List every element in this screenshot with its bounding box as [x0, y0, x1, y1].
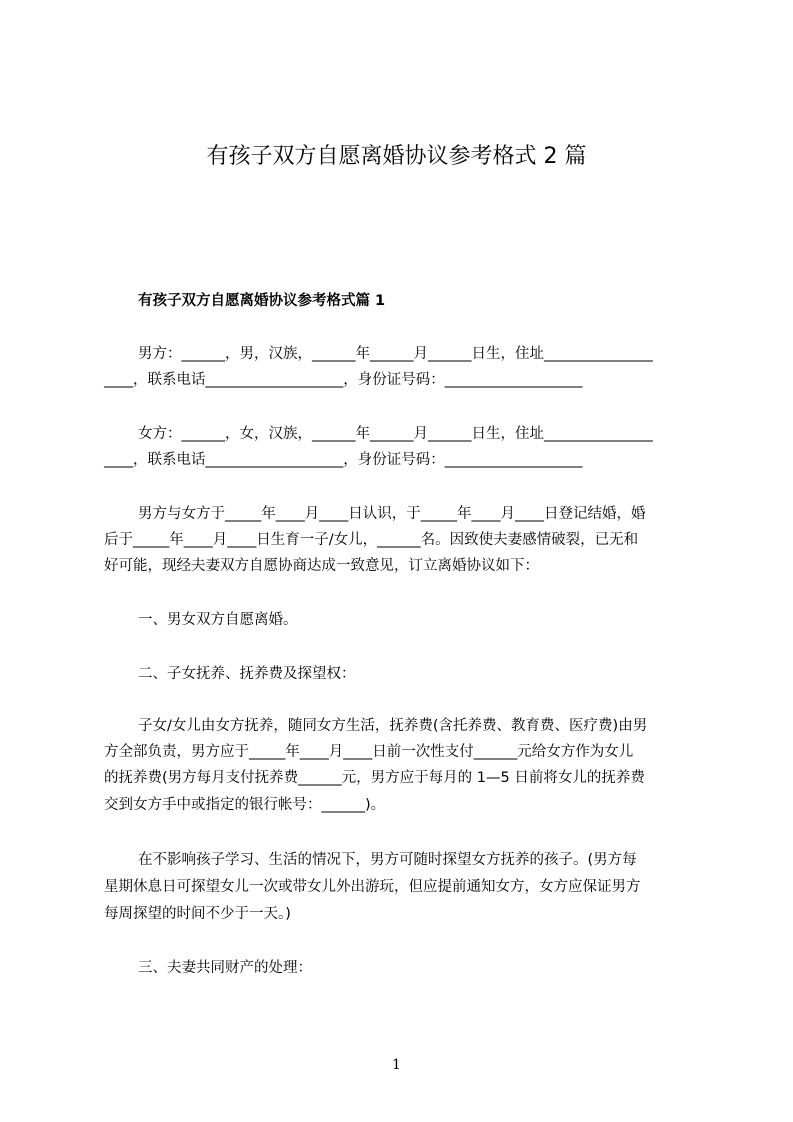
marriage-paragraph-line-2: 后于_____年____月____日生育一子/女儿，______名。因致使夫妻感情破裂，已无和 [104, 532, 639, 548]
custody-paragraph-line-4: 交到女方手中或指定的银行帐号：______)。 [104, 797, 386, 813]
visitation-paragraph-line-3: 每周探望的时间不少于一天。) [104, 906, 291, 922]
clause-three-heading: 三、夫妻共同财产的处理： [138, 960, 312, 976]
female-party-line-1: 女方：______，女，汉族，______年______月______日生，住址_______________ [138, 426, 653, 442]
marriage-paragraph-line-3: 好可能，现经夫妻双方自愿协商达成一致意见，订立离婚协议如下： [104, 558, 539, 574]
clause-one: 一、男女双方自愿离婚。 [138, 612, 298, 628]
visitation-paragraph-line-2: 星期休息日可探望女儿一次或带女儿外出游玩，但应提前通知女方，女方应保证男方 [104, 879, 641, 895]
visitation-paragraph-line-1: 在不影响孩子学习、生活的情况下，男方可随时探望女方抚养的孩子。(男方每 [138, 852, 637, 868]
page-number: 1 [392, 1057, 401, 1073]
male-party-line-1: 男方：______，男，汉族，______年______月______日生，住址_______________ [138, 346, 653, 362]
custody-paragraph-line-3: 的抚养费(男方每月支付抚养费______元，男方应于每月的 1—5 日前将女儿的抚养费 [104, 770, 645, 786]
clause-two-heading: 二、子女抚养、抚养费及探望权： [138, 666, 356, 682]
section-heading: 有孩子双方自愿离婚协议参考格式篇 1 [138, 293, 386, 309]
custody-paragraph-line-2: 方全部负责，男方应于_____年____月____日前一次性支付______元给女方作为女儿 [104, 744, 634, 760]
document-title: 有孩子双方自愿离婚协议参考格式 2 篇 [206, 144, 587, 169]
male-party-line-2: ____，联系电话___________________，身份证号码：___________________ [104, 372, 583, 388]
female-party-line-2: ____，联系电话___________________，身份证号码：___________________ [104, 452, 583, 468]
custody-paragraph-line-1: 子女/女儿由女方抚养，随同女方生活，抚养费(含托养费、教育费、医疗费)由男 [138, 718, 648, 734]
marriage-paragraph-line-1: 男方与女方于_____年____月____日认识，于_____年____月____日登记结婚，婚 [138, 506, 646, 522]
